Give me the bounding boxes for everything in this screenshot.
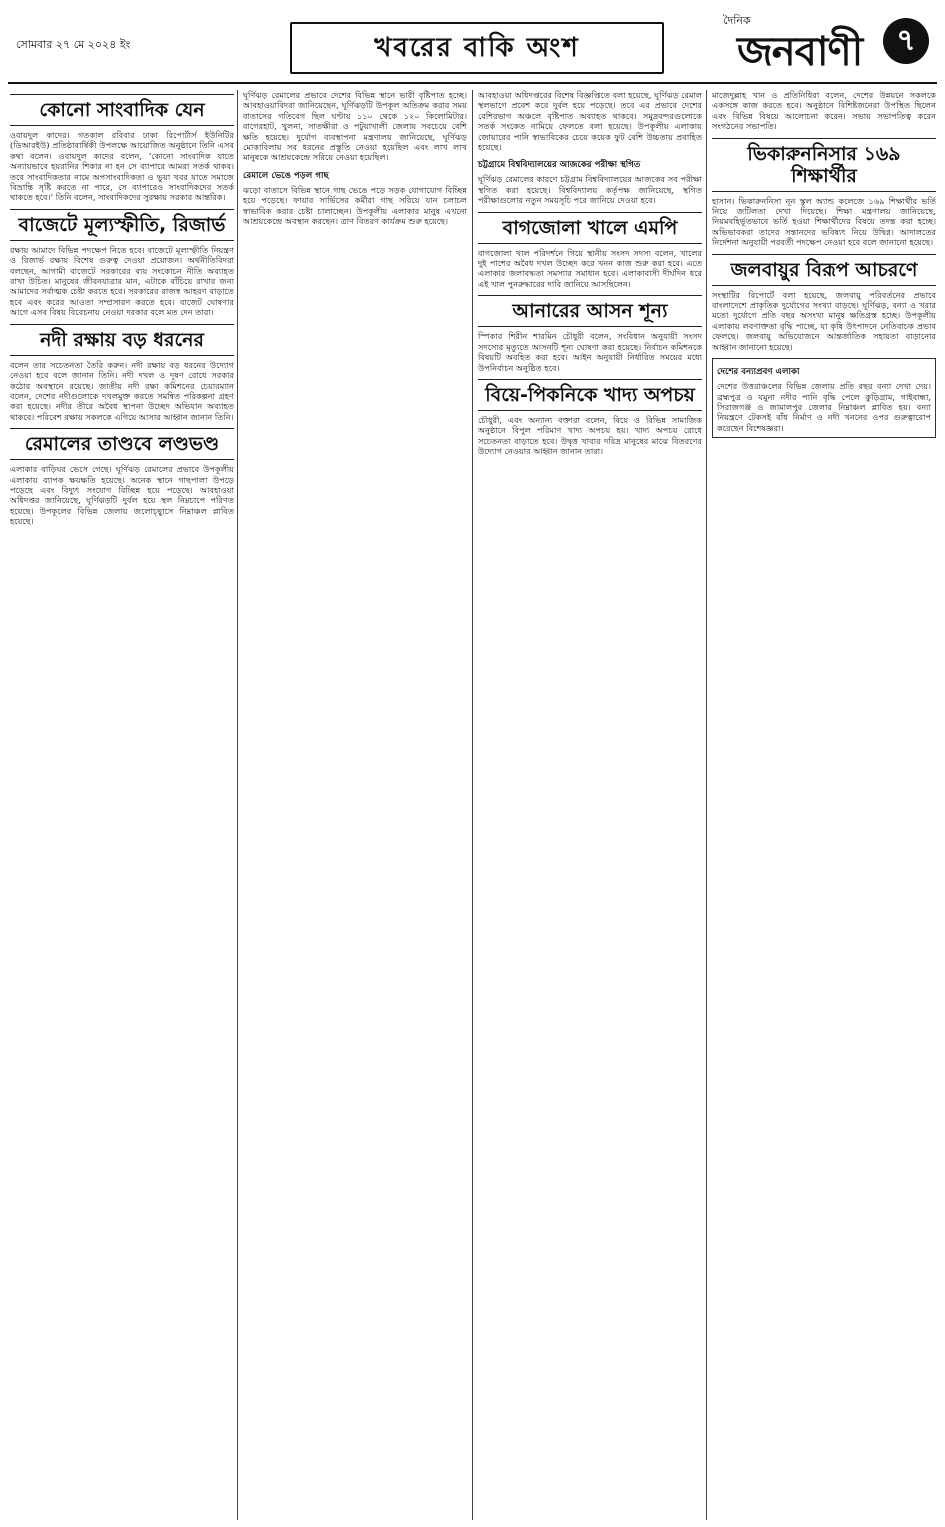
article-headline: বিয়ে-পিকনিকে খাদ্য অপচয়	[478, 379, 702, 411]
column-1	[10, 90, 234, 533]
article-university	[478, 158, 702, 205]
column-2	[243, 90, 467, 232]
article-headline: বাজেটে মূল্যস্ফীতি, রিজার্ভ	[10, 209, 234, 241]
article-remal	[10, 428, 234, 526]
article-body: বাগজোলা খাল পরিদর্শনে গিয়ে স্থানীয় সংসদ সদস্য বলেন, খালের দুই পাশের অবৈধ দখল উচ্ছেদ করে খনন কাজ শুরু করা হবে। এতে এলাকার জলাবদ্ধতা সমস্যার সমাধান হবে। এলাকাবাসী দীর্ঘদিন ধরে এই খাল পুনরুদ্ধারের দাবি জানিয়ে আসছিলেন।	[478, 247, 702, 289]
article-body: বলেন তার সচেতনতা তৈরি করুন। নদী রক্ষায় বড় ধরনের উদ্যোগ নেওয়া হবে বলে জানান তিনি। নদী দখল ও দূষণ রোধে সরকার কঠোর অবস্থানে রয়েছে। জাতীয় নদী রক্ষা কমিশনের চেয়ারম্যান বলেন, দেশের নদীগুলোকে দখলমুক্ত করতে সমন্বিত পরিকল্পনা গ্রহণ করা হয়েছে। নদীর তীরে অবৈধ স্থাপনা উচ্ছেদ অভিযান অব্যাহত থাকবে। পরিবেশ রক্ষায় সকলকে এগিয়ে আসার আহ্বান জানান তিনি।	[10, 359, 234, 422]
article-body: ঝড়ো বাতাসে বিভিন্ন স্থানে গাছ ভেঙে পড়ে সড়ক যোগাযোগ বিচ্ছিন্ন হয়ে পড়েছে। ফায়ার সার্ভিসের কর্মীরা গাছ সরিয়ে যান চলাচল স্বাভাবিক করার চেষ্টা চালাচ্ছেন। উপকূলীয় এলাকার মানুষ এখনো আশ্রয়কেন্দ্রে অবস্থান করছেন। ত্রাণ বিতরণ কার্যক্রম শুরু হয়েছে।	[243, 184, 467, 227]
article-food-waste	[478, 379, 702, 457]
article-trees	[243, 169, 467, 227]
article-event	[712, 90, 936, 132]
article-headline: রেমালের তাণ্ডবে লণ্ডভণ্ড	[10, 428, 234, 460]
article-subhead: দেশের বন্যাপ্রবণ এলাকা	[717, 367, 800, 378]
article-headline: ভিকারুননিসার ১৬৯ শিক্ষার্থীর	[712, 138, 936, 192]
logo-daily-label: দৈনিক	[723, 14, 751, 27]
article-cyclone-continued	[243, 90, 467, 163]
masthead-rule	[8, 82, 937, 84]
article-body: এলাকার বাড়িঘর ভেসে গেছে। ঘূর্ণিঝড় রেমালের প্রভাবে উপকূলীয় এলাকায় ব্যাপক ক্ষয়ক্ষতি হয়েছে। অনেক স্থানে গাছপালা উপড়ে পড়েছে এবং বিদ্যুৎ সংযোগ বিচ্ছিন্ন হয়ে পড়েছে। আবহাওয়া অধিদপ্তর জানিয়েছে, ঘূর্ণিঝড়টি দুর্বল হয়ে স্থল নিম্নচাপে পরিণত হয়েছে। উপকূলের বিভিন্ন জেলায় জলোচ্ছ্বাসে নিম্নাঞ্চল প্লাবিত হয়েছে।	[10, 464, 234, 527]
article-body: মাজেদুল্লাহ খান ও প্রতিনিধিরা বলেন, দেশের উন্নয়নে সকলকে একসঙ্গে কাজ করতে হবে। অনুষ্ঠানে বিশিষ্টজনেরা উপস্থিত ছিলেন এবং বিভিন্ন বিষয়ে আলোচনা করেন। সভায় সভাপতিত্ব করেন সংগঠনের সভাপতি।	[712, 90, 936, 132]
article-body: হাসান। ভিকারুননিসা নূন স্কুল অ্যান্ড কলেজে ১৬৯ শিক্ষার্থীর ভর্তি নিয়ে জটিলতা দেখা দিয়েছে। শিক্ষা মন্ত্রণালয় জানিয়েছে, নিয়মবহির্ভূতভাবে ভর্তি হওয়া শিক্ষার্থীদের বিষয়ে তদন্ত করা হচ্ছে। অভিভাবকরা তাদের সন্তানদের ভবিষ্যৎ নিয়ে উদ্বিগ্ন। আদালতের নির্দেশনা অনুযায়ী পরবর্তী পদক্ষেপ নেওয়া হবে বলে জানানো হয়েছে।	[712, 195, 936, 248]
article-subhead: রেমালে ভেঙে পড়ল গাছ	[243, 170, 329, 181]
article-climate	[712, 254, 936, 352]
article-body: ঘূর্ণিঝড় রেমালের কারণে চট্টগ্রাম বিশ্ববিদ্যালয়ের আজকের সব পরীক্ষা স্থগিত করা হয়েছে। বিশ্ববিদ্যালয় কর্তৃপক্ষ জানিয়েছে, স্থগিত পরীক্ষাগুলোর নতুন সময়সূচি পরে জানিয়ে দেওয়া হবে।	[478, 174, 702, 206]
article-body: রক্ষায় আমাদে বিভিন্ন পদক্ষেপ নিতে হবে। বাজেটে মূল্যস্ফীতি নিয়ন্ত্রণ ও রিজার্ভ রক্ষায় বিশেষ গুরুত্ব দেওয়া প্রয়োজন। অর্থনীতিবিদরা বলছেন, আগামী বাজেটে সরকারের ব্যয় সংকোচন নীতি অব্যাহত রাখা উচিত। মানুষের জীবনযাত্রার মান, এটাকে বাঁচিয়ে রাখার জন্য আমাদের সর্বাত্মক চেষ্টা করতে হবে। সরকারের রাজস্ব আহরণ বাড়াতে হবে এবং করের আওতা সম্প্রসারণ করতে হবে। বাজেট ঘোষণার আগে এসব বিষয় বিবেচনায় নেওয়া দরকার বলে মত দেন তারা।	[10, 244, 234, 318]
logo-brand: জনবাণী	[737, 29, 863, 75]
article-flood-box	[712, 358, 936, 438]
column-divider	[472, 90, 473, 1520]
article-body: দেশের উত্তরাঞ্চলের বিভিন্ন জেলায় প্রতি বছর বন্যা দেখা দেয়। ব্রহ্মপুত্র ও যমুনা নদীর পানি বৃদ্ধি পেলে কুড়িগ্রাম, গাইবান্ধা, সিরাজগঞ্জ ও জামালপুর জেলার নিম্নাঞ্চল প্লাবিত হয়। বন্যা নিয়ন্ত্রণে টেকসই বাঁধ নির্মাণ ও নদী খননের ওপর গুরুত্বারোপ করেছেন বিশেষজ্ঞরা।	[717, 381, 931, 433]
issue-date: সোমবার ২৭ মে ২০২৪ ইং	[16, 38, 131, 51]
article-budget	[10, 209, 234, 318]
article-headline: কোনো সাংবাদিক যেন	[10, 94, 234, 126]
article-subhead: চট্টগ্রামে বিশ্ববিদ্যালয়ের আজকের পরীক্ষা স্থগিত	[478, 160, 641, 171]
article-body: ওবায়দুল কাদের। গতকাল রবিবার ঢাকা রিপোর্টার্স ইউনিটির (ডিআরইউ) প্রতিষ্ঠাবার্ষিকী উপলক্ষে আয়োজিত অনুষ্ঠানে তিনি এসব কথা বলেন। ওবায়দুল কাদের বলেন, ‘কোনো সাংবাদিক যাতে অন্যায়ভাবে হয়রানির শিকার না হন সে ব্যাপারে আমরা সতর্ক থাকব। তবে সাংবাদিকতার নামে অপসাংবাদিকতা ও ভুয়া খবর যাতে সমাজে বিভ্রান্তি সৃষ্টি করতে না পারে, সে ব্যাপারেও সাংবাদিকদের সতর্ক থাকতে হবে।’ তিনি বলেন, সাংবাদিকদের সুরক্ষায় সরকার আন্তরিক।	[10, 130, 234, 203]
column-3	[478, 90, 702, 463]
newspaper-logo	[719, 10, 929, 75]
column-divider	[706, 90, 707, 1520]
column-divider	[237, 90, 238, 1520]
article-body: স্পিকার শিরীন শারমিন চৌধুরী বলেন, সংবিধান অনুযায়ী সংসদ সদস্যের মৃত্যুতে আসনটি শূন্য ঘোষণা করা হয়েছে। নির্বাচন কমিশনকে বিষয়টি অবহিত করা হবে। আইন অনুযায়ী নির্ধারিত সময়ের মধ্যে উপনির্বাচন অনুষ্ঠিত হবে।	[478, 331, 702, 373]
article-canal	[478, 212, 702, 290]
article-headline: আনারের আসন শূন্য	[478, 295, 702, 327]
masthead	[0, 0, 945, 80]
column-4	[712, 90, 936, 442]
article-weather	[478, 90, 702, 152]
article-headline: জলবায়ুর বিরূপ আচরণে	[712, 254, 936, 286]
article-anar-seat	[478, 295, 702, 373]
section-title: খবরের বাকি অংশ	[290, 22, 664, 74]
article-journalist	[10, 94, 234, 203]
article-body: চৌধুরী, এবং অন্যান্য বক্তারা বলেন, বিয়ে ও বিভিন্ন সামাজিক অনুষ্ঠানে বিপুল পরিমাণ খাদ্য অপচয় হয়। খাদ্য অপচয় রোধে সচেতনতা বাড়াতে হবে। উদ্বৃত্ত খাবার দরিদ্র মানুষের মাঝে বিতরণের উদ্যোগ নেওয়ার আহ্বান জানান তারা।	[478, 414, 702, 457]
article-river	[10, 324, 234, 422]
article-body: ঘূর্ণিঝড় রেমালের প্রভাবে দেশের বিভিন্ন স্থানে ভারী বৃষ্টিপাত হচ্ছে। আবহাওয়াবিদরা জানিয়েছেন, ঘূর্ণিঝড়টি উপকূল অতিক্রম করার সময় বাতাসের গতিবেগ ছিল ঘণ্টায় ১১০ থেকে ১২০ কিলোমিটার। বাগেরহাট, খুলনা, সাতক্ষীরা ও পটুয়াখালী জেলায় সবচেয়ে বেশি ক্ষতি হয়েছে। দুর্যোগ ব্যবস্থাপনা মন্ত্রণালয় জানিয়েছে, ঘূর্ণিঝড় মোকাবিলায় সব ধরনের প্রস্তুতি নেওয়া হয়েছিল এবং লাখ লাখ মানুষকে আশ্রয়কেন্দ্রে সরিয়ে নেওয়া হয়েছিল।	[243, 90, 467, 163]
article-headline: নদী রক্ষায় বড় ধরনের	[10, 324, 234, 356]
article-body: আবহাওয়া অধিদপ্তরের বিশেষ বিজ্ঞপ্তিতে বলা হয়েছে, ঘূর্ণিঝড় রেমাল স্থলভাগে প্রবেশ করে দুর্বল হয়ে পড়েছে। তবে এর প্রভাবে দেশের বেশিরভাগ অঞ্চলে বৃষ্টিপাত অব্যাহত থাকবে। সমুদ্রবন্দরগুলোকে সতর্ক সংকেত নামিয়ে ফেলতে বলা হয়েছে। উপকূলীয় এলাকায় জোয়ারের পানি স্বাভাবিকের চেয়ে কয়েক ফুট বেশি উচ্চতায় প্রবাহিত হয়েছে।	[478, 90, 702, 153]
page-number: ৭	[883, 18, 929, 64]
article-headline: বাগজোলা খালে এমপি	[478, 212, 702, 244]
article-viqarunnisa	[712, 138, 936, 248]
article-body: সংস্থাটির রিপোর্টে বলা হয়েছে, জলবায়ু পরিবর্তনের প্রভাবে বাংলাদেশে প্রাকৃতিক দুর্যোগের সংখ্যা বাড়ছে। ঘূর্ণিঝড়, বন্যা ও খরার মতো দুর্যোগে প্রতি বছর অসংখ্য মানুষ ক্ষতিগ্রস্ত হচ্ছে। উপকূলীয় এলাকায় লবণাক্ততা বৃদ্ধি পাচ্ছে, যা কৃষি উৎপাদনে নেতিবাচক প্রভাব ফেলছে। জলবায়ু অভিযোজনে আন্তর্জাতিক সহায়তা বাড়ানোর আহ্বান জানানো হয়েছে।	[712, 289, 936, 352]
